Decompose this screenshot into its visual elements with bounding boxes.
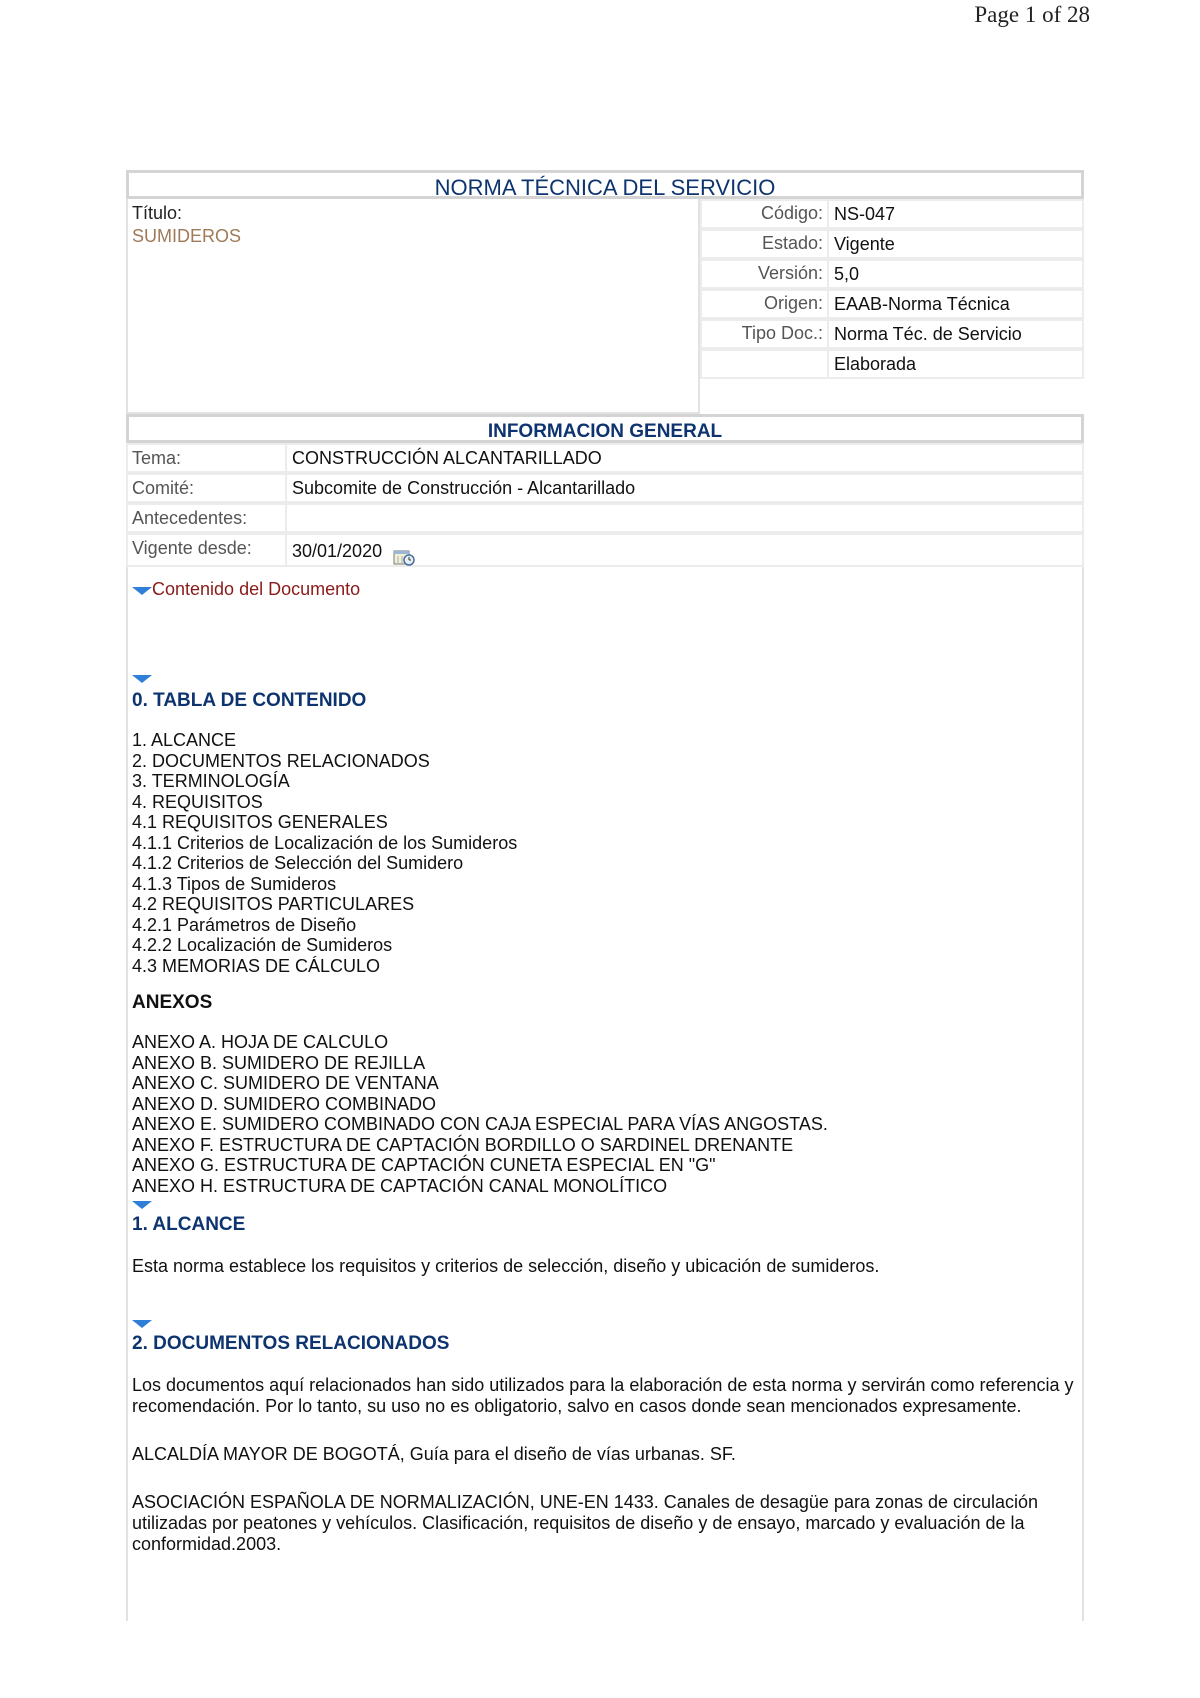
- section2-paragraph: ALCALDÍA MAYOR DE BOGOTÁ, Guía para el diseño de vías urbanas. SF.: [132, 1444, 736, 1464]
- section2-paragraph: ASOCIACIÓN ESPAÑOLA DE NORMALIZACIÓN, UNE-EN 1433. Canales de desagüe para zonas de circulación utilizadas por peatones y vehículos. Clasificación, requisitos de diseño y de ensayo, marcado y evaluación de la conformidad.2003.: [132, 1492, 1039, 1554]
- page-number: Page 1 of 28: [974, 2, 1090, 27]
- info-row-antecedentes: [126, 503, 1084, 533]
- anexos-list: [132, 1032, 1078, 1196]
- section1-text: Esta norma establece los requisitos y criterios de selección, diseño y ubicación de sumideros.: [132, 1256, 880, 1276]
- info-key: Antecedentes:: [126, 503, 287, 533]
- toc-item[interactable]: 4.2 REQUISITOS PARTICULARES: [132, 894, 415, 914]
- toc-item[interactable]: 4.3 MEMORIAS DE CÁLCULO: [132, 955, 381, 976]
- anexo-item[interactable]: ANEXO E. SUMIDERO COMBINADO CON CAJA ESPECIAL PARA VÍAS ANGOSTAS.: [132, 1114, 828, 1134]
- info-value: CONSTRUCCIÓN ALCANTARILLADO: [287, 443, 1084, 473]
- meta-value: EAAB-Norma Técnica: [829, 289, 1084, 319]
- info-key: Comité:: [126, 473, 287, 503]
- meta-value: Elaborada: [829, 349, 1084, 379]
- anexo-item[interactable]: ANEXO H. ESTRUCTURA DE CAPTACIÓN CANAL MONOLÍTICO: [132, 1175, 668, 1196]
- meta-value: Vigente: [829, 229, 1084, 259]
- anexos-heading: ANEXOS: [132, 992, 213, 1013]
- toc-heading: 0. TABLA DE CONTENIDO: [132, 690, 367, 711]
- toc-item[interactable]: 4.2.2 Localización de Sumideros: [132, 935, 393, 955]
- section2-heading: 2. DOCUMENTOS RELACIONADOS: [132, 1333, 450, 1354]
- collapse-triangle-icon: [132, 587, 152, 595]
- collapse-triangle-icon[interactable]: [132, 1320, 152, 1328]
- calendar-icon[interactable]: [393, 544, 415, 561]
- info-row-comite: [126, 473, 1084, 503]
- toc-list: [132, 730, 1078, 976]
- collapse-triangle-icon[interactable]: [132, 1201, 152, 1209]
- toc-item[interactable]: 3. TERMINOLOGÍA: [132, 771, 290, 791]
- section2-paragraph: Los documentos aquí relacionados han sido utilizados para la elaboración de esta norma y servirán como referencia y recomendación. Por lo tanto, su uso no es obligatorio, salvo en casos donde sean mencionados expresamente.: [132, 1375, 1074, 1416]
- meta-row: [700, 259, 1084, 289]
- meta-row: [700, 319, 1084, 349]
- anexo-item[interactable]: ANEXO G. ESTRUCTURA DE CAPTACIÓN CUNETA ESPECIAL EN "G": [132, 1155, 716, 1175]
- content-toggle-label: Contenido del Documento: [152, 579, 361, 599]
- anexo-item[interactable]: ANEXO A. HOJA DE CALCULO: [132, 1032, 389, 1052]
- meta-key: Código:: [700, 199, 829, 229]
- title-cell: [126, 199, 700, 414]
- anexo-item[interactable]: ANEXO F. ESTRUCTURA DE CAPTACIÓN BORDILLO O SARDINEL DRENANTE: [132, 1134, 794, 1155]
- meta-value: 5,0: [829, 259, 1084, 289]
- title-label: Título:: [132, 203, 183, 223]
- anexo-item[interactable]: ANEXO D. SUMIDERO COMBINADO: [132, 1093, 437, 1114]
- info-row-vigente: [126, 533, 1084, 567]
- title-value: SUMIDEROS: [132, 226, 242, 246]
- document-content: [126, 567, 1084, 1621]
- info-value: [287, 533, 1084, 567]
- meta-key: Estado:: [700, 229, 829, 259]
- title-meta-grid: [126, 199, 1084, 414]
- toc-item[interactable]: 4. REQUISITOS: [132, 791, 263, 812]
- toc-item[interactable]: 4.1 REQUISITOS GENERALES: [132, 812, 388, 832]
- toc-item[interactable]: 4.2.1 Parámetros de Diseño: [132, 914, 357, 935]
- meta-row: [700, 229, 1084, 259]
- document-frame: [126, 170, 1084, 1621]
- anexo-item[interactable]: ANEXO C. SUMIDERO DE VENTANA: [132, 1073, 439, 1093]
- meta-value: NS-047: [829, 199, 1084, 229]
- meta-table: [700, 199, 1084, 414]
- meta-value: Norma Téc. de Servicio: [829, 319, 1084, 349]
- section1-heading: 1. ALCANCE: [132, 1214, 246, 1235]
- info-key: Tema:: [126, 443, 287, 473]
- content-toggle[interactable]: [132, 579, 1078, 600]
- collapse-triangle-icon[interactable]: [132, 675, 152, 683]
- toc-item[interactable]: 4.1.2 Criterios de Selección del Sumidero: [132, 853, 464, 873]
- meta-row: [700, 199, 1084, 229]
- meta-key: Versión:: [700, 259, 829, 289]
- toc-item[interactable]: 2. DOCUMENTOS RELACIONADOS: [132, 750, 430, 771]
- vigente-date: 30/01/2020: [292, 541, 383, 561]
- info-value: Subcomite de Construcción - Alcantarillado: [287, 473, 1084, 503]
- meta-key: [700, 349, 829, 379]
- toc-item[interactable]: 4.1.3 Tipos de Sumideros: [132, 873, 337, 894]
- info-value: [287, 503, 1084, 533]
- info-header: INFORMACION GENERAL: [126, 414, 1084, 443]
- meta-key: Origen:: [700, 289, 829, 319]
- meta-row: [700, 349, 1084, 379]
- info-key: Vigente desde:: [126, 533, 287, 567]
- meta-key: Tipo Doc.:: [700, 319, 829, 349]
- toc-item[interactable]: 1. ALCANCE: [132, 730, 237, 750]
- toc-item[interactable]: 4.1.1 Criterios de Localización de los Sumideros: [132, 832, 518, 853]
- meta-row: [700, 289, 1084, 319]
- info-row-tema: [126, 443, 1084, 473]
- anexo-item[interactable]: ANEXO B. SUMIDERO DE REJILLA: [132, 1052, 426, 1073]
- document-header: NORMA TÉCNICA DEL SERVICIO: [126, 170, 1084, 199]
